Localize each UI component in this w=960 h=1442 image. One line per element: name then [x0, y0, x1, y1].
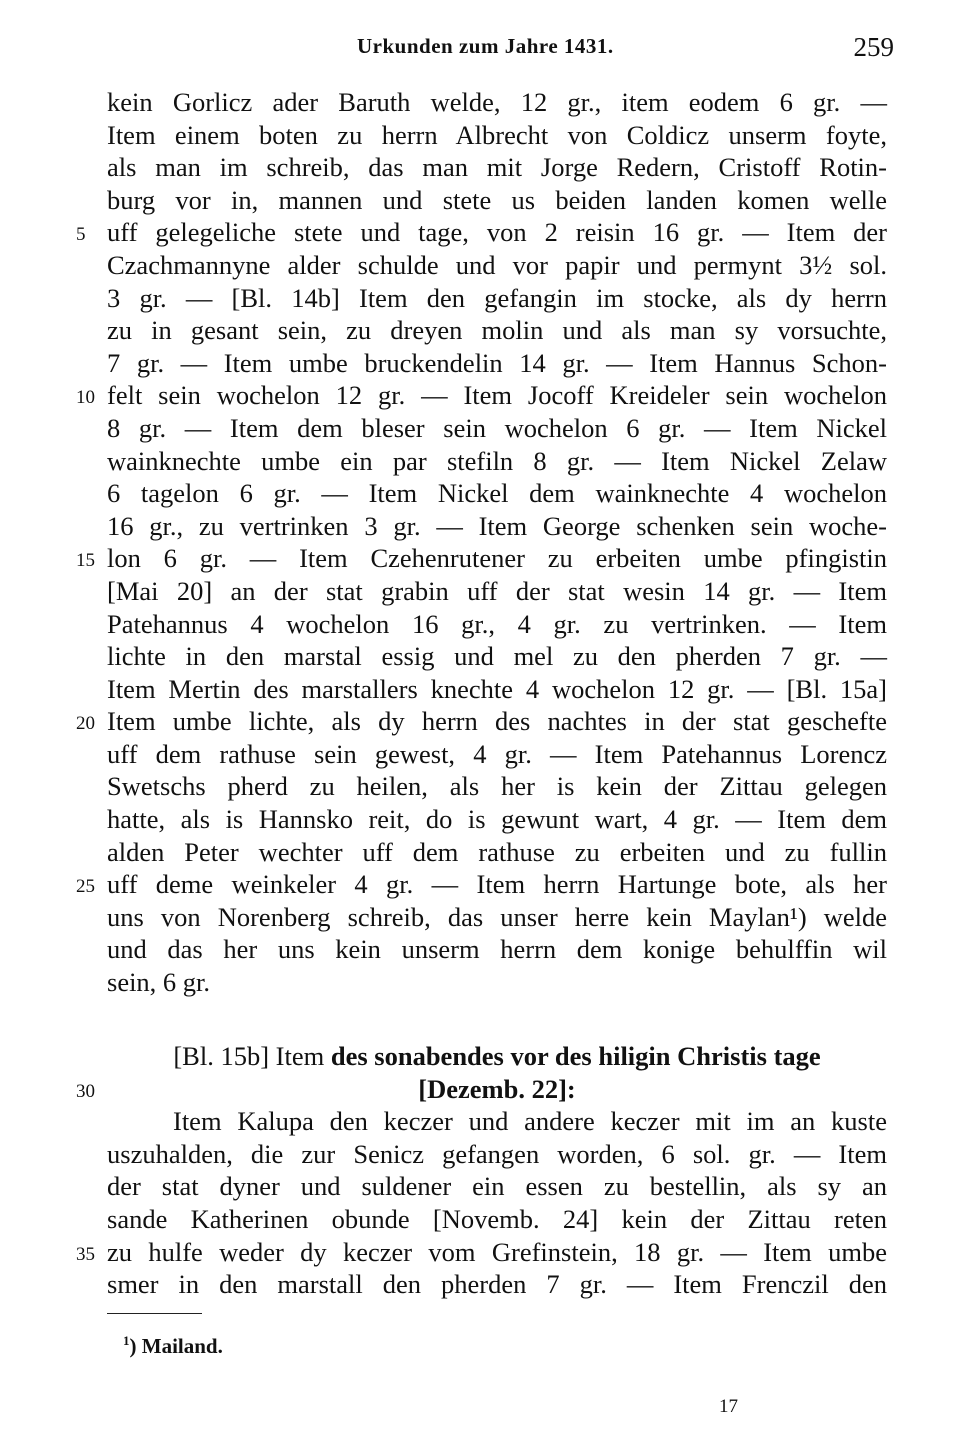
text-line [107, 151, 887, 184]
line-text: wainknechte umbe ein par stefiln 8 gr. — Item Nickel Zelaw [107, 445, 887, 476]
line-text: als man im schreib, das man mit Jorge Redern, Cristoff Rotin- [107, 152, 887, 183]
section-heading-title: des sonabendes vor des hiligin Christis tage [330, 1041, 821, 1071]
line-text: Item einem boten zu herrn Albrecht von Coldicz unserm foyte, [107, 119, 887, 150]
text-line [107, 770, 887, 803]
line-text: uszuhalden, die zur Senicz gefangen worden, 6 sol. gr. — Item [107, 1138, 887, 1169]
text-line [107, 249, 887, 282]
text-line [107, 803, 887, 836]
line-number: 35 [76, 1243, 95, 1265]
line-text: uff dem rathuse sein gewest, 4 gr. — Item Patehannus Lorencz [107, 738, 887, 769]
text-line [107, 575, 887, 608]
line-text: 8 gr. — Item dem bleser sein wochelon 6 gr. — Item Nickel [107, 412, 887, 443]
line-text: Patehannus 4 wochelon 16 gr., 4 gr. zu vertrinken. — Item [107, 608, 887, 639]
line-number: 25 [76, 876, 95, 898]
text-line [76, 542, 887, 575]
line-text: uns von Norenberg schreib, das unser herre kein Maylan¹) welde [107, 901, 887, 932]
text-line [107, 1138, 887, 1171]
section-paragraph [76, 1105, 887, 1301]
text-line [76, 379, 887, 412]
text-line [76, 1236, 887, 1269]
text-line [107, 477, 887, 510]
line-number: 30 [76, 1080, 95, 1102]
text-line [107, 1105, 887, 1138]
line-text: kein Gorlicz ader Baruth welde, 12 gr., item eodem 6 gr. — [107, 87, 887, 117]
line-number: 5 [76, 224, 86, 246]
text-line [107, 1268, 887, 1301]
text-line [107, 640, 887, 673]
line-number: 15 [76, 550, 95, 572]
line-text: Swetschs pherd zu heilen, als her is kein der Zittau gelegen [107, 771, 887, 802]
line-text: felt sein wochelon 12 gr. — Item Jocoff Kreideler sein wochelon [107, 380, 887, 411]
text-line [107, 445, 887, 478]
text-line [107, 608, 887, 641]
line-text: [Mai 20] an der stat grabin uff der stat wesin 14 gr. — Item [107, 575, 887, 606]
line-text: burg vor in, mannen und stete us beiden landen komen welle [107, 184, 887, 215]
line-text: Item umbe lichte, als dy herrn des nachtes in der stat geschefte [107, 706, 887, 737]
line-text: Item Mertin des marstallers knechte 4 wochelon 12 gr. — [Bl. 15a] [107, 673, 887, 704]
section-heading-line-2 [76, 1073, 887, 1106]
line-text: 3 gr. — [Bl. 14b] Item den gefangin im stocke, als dy herrn [107, 282, 887, 313]
line-text: zu in gesant sein, zu dreyen molin und als man sy vorsuchte, [107, 315, 887, 346]
line-text: zu hulfe weder dy keczer vom Grefinstein, 18 gr. — Item umbe [107, 1236, 887, 1267]
footnote [123, 1333, 223, 1359]
text-line [107, 347, 887, 380]
text-line [107, 282, 887, 315]
text-line [107, 966, 887, 999]
text-line [76, 705, 887, 738]
text-line [107, 1170, 887, 1203]
line-text: uff gelegeliche stete und tage, von 2 reisin 16 gr. — Item der [107, 217, 887, 248]
section-heading-prefix: [Bl. 15b] Item [173, 1041, 331, 1071]
line-text: sande Katherinen obunde [Novemb. 24] kein der Zittau reten [107, 1203, 887, 1234]
text-line [107, 184, 887, 217]
footnote-text: ) Mailand. [129, 1334, 223, 1358]
text-line [107, 836, 887, 869]
text-line [107, 412, 887, 445]
text-line [76, 868, 887, 901]
text-line [107, 673, 887, 706]
text-line [107, 738, 887, 771]
line-text: Czachmannyne alder schulde und vor papir und permynt 3½ sol. [107, 249, 887, 280]
line-text: sein, 6 gr. [107, 967, 211, 998]
section-heading-date: [Dezemb. 22]: [418, 1073, 576, 1104]
section-heading-line-1 [107, 1040, 887, 1073]
footnote-marker: 1 [123, 1333, 130, 1348]
page-header [107, 34, 894, 66]
line-text: 7 gr. — Item umbe bruckendelin 14 gr. — Item Hannus Schon- [107, 347, 887, 378]
running-head: Urkunden zum Jahre 1431. [357, 34, 614, 58]
line-text: 16 gr., zu vertrinken 3 gr. — Item George schenken sein woche- [107, 510, 887, 541]
text-line [107, 510, 887, 543]
signature-mark: 17 [719, 1396, 738, 1417]
text-line [107, 314, 887, 347]
line-text: lichte in den marstal essig und mel zu den pherden 7 gr. — [107, 641, 887, 672]
line-text: und das her uns kein unserm herrn dem konige behulffin wil [107, 934, 887, 965]
text-line [107, 119, 887, 152]
line-text: der stat dyner und suldener ein essen zu bestellin, als sy an [107, 1171, 887, 1202]
text-line [107, 86, 887, 119]
line-text: hatte, als is Hannsko reit, do is gewunt wart, 4 gr. — Item dem [107, 804, 887, 835]
text-line [76, 216, 887, 249]
text-line [107, 933, 887, 966]
line-text: 6 tagelon 6 gr. — Item Nickel dem wainknechte 4 wochelon [107, 478, 887, 509]
text-line [107, 901, 887, 934]
page-number: 259 [853, 32, 894, 62]
text-line [107, 1203, 887, 1236]
main-paragraph [76, 86, 887, 999]
line-text: Item Kalupa den keczer und andere keczer mit im an kuste [173, 1106, 887, 1137]
section-block [76, 1040, 887, 1301]
line-text: smer in den marstall den pherden 7 gr. — Item Frenczil den [107, 1269, 887, 1300]
line-text: lon 6 gr. — Item Czehenrutener zu erbeiten umbe pfingistin [107, 543, 887, 574]
line-number: 10 [76, 387, 95, 409]
line-text: alden Peter wechter uff dem rathuse zu erbeiten und zu fullin [107, 836, 887, 867]
line-text: uff deme weinkeler 4 gr. — Item herrn Hartunge bote, als her [107, 869, 887, 900]
footnote-divider [107, 1313, 202, 1314]
line-number: 20 [76, 713, 95, 735]
